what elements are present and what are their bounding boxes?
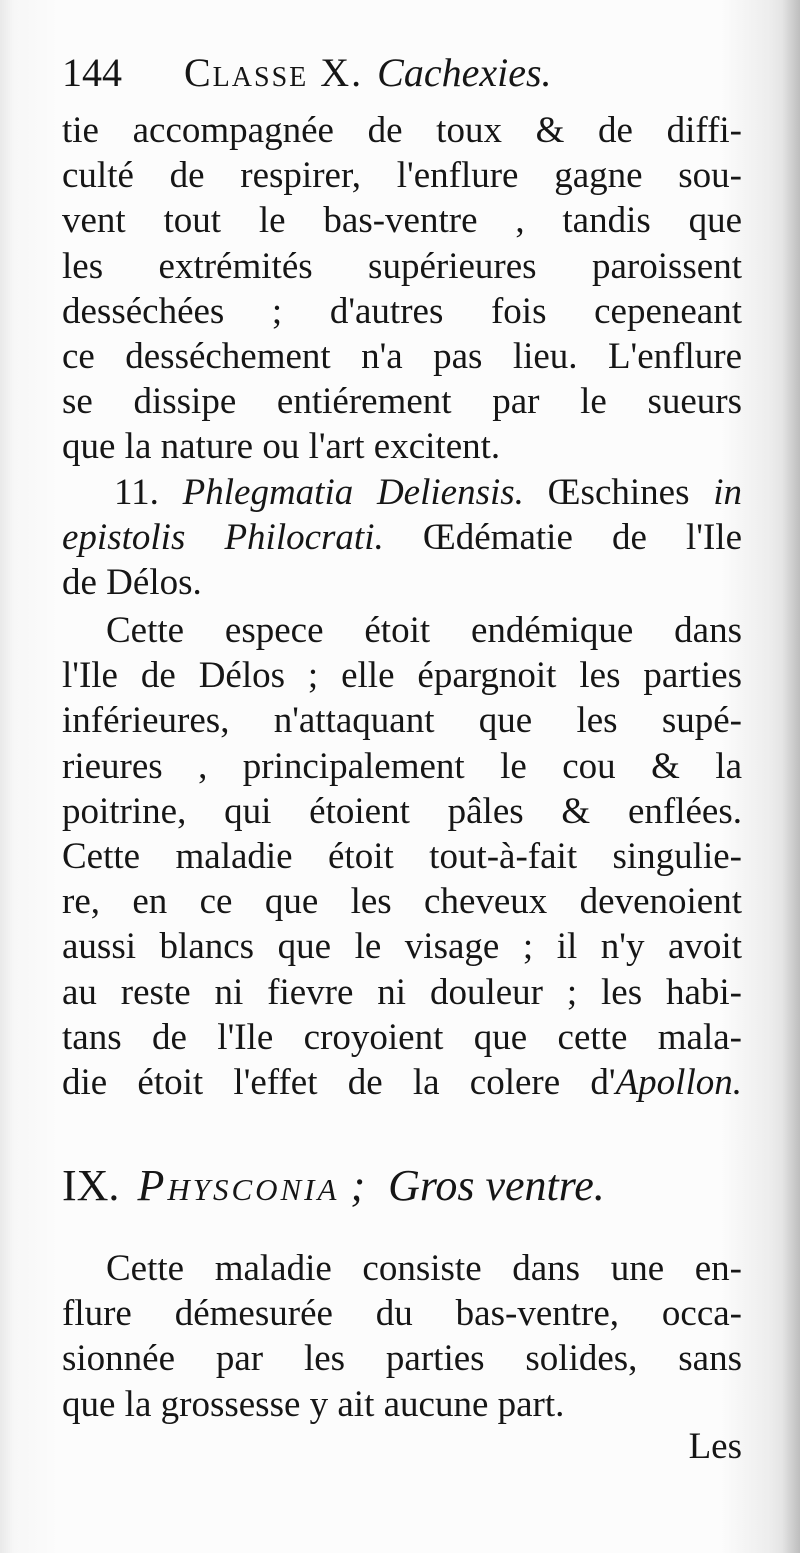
section-separator: ; <box>339 1161 377 1210</box>
running-head: Classe X. <box>184 50 364 95</box>
text-line <box>62 1060 742 1105</box>
text-line: poitrine, qui étoient pâles & enflées. <box>62 790 742 832</box>
text-line: sionnée par les parties solides, sans <box>62 1338 742 1380</box>
text-line: au reste ni fievre ni douleur ; les habi- <box>62 971 742 1013</box>
text-line: culté de respirer, l'enflure gagne sou- <box>62 155 742 197</box>
text-line: l'Ile de Délos ; elle épargnoit les parties <box>62 655 742 697</box>
species-latin-name: Phlegmatia Deliensis. <box>182 472 524 513</box>
page-number: 144 <box>62 50 122 95</box>
section-number: IX. <box>62 1161 120 1210</box>
species-author: Œschines <box>523 472 714 513</box>
page-gutter-shadow <box>782 0 800 1553</box>
text-line: Cette espece étoit endémique dans <box>106 610 742 651</box>
text-line: tans de l'Ile croyoient que cette mala- <box>62 1016 742 1058</box>
text-line: Cette maladie étoit tout-à-fait singulie- <box>62 835 742 877</box>
species-heading-line <box>62 515 742 560</box>
text-line: ce desséchement n'a pas lieu. L'enflure <box>62 335 742 377</box>
text-line: les extrémités supérieures paroissent <box>62 245 742 287</box>
species-number: 11. <box>114 472 159 513</box>
text-span: die étoit l'effet de la colere d' <box>62 1061 616 1103</box>
text-line: rieures , principalement le cou & la <box>62 745 742 787</box>
text-line: que la nature ou l'art excitent. <box>62 426 501 468</box>
species-heading <box>62 470 742 606</box>
text-line: que la grossesse y ait aucune part. <box>62 1383 565 1425</box>
text-line: aussi blancs que le visage ; il n'y avoit <box>62 926 742 968</box>
section-french-name: Gros ventre. <box>388 1161 605 1210</box>
text-line: flure démesurée du bas-ventre, occa- <box>62 1293 742 1335</box>
text-line: tie accompagnée de toux & de diffi- <box>62 110 742 151</box>
text-line: inférieures, n'attaquant que les supé- <box>62 700 742 742</box>
catchword: Les <box>688 1426 742 1467</box>
species-source-start: in <box>713 472 742 513</box>
running-head-subtitle: Cachexies. <box>377 50 552 95</box>
deity-name: Apollon. <box>615 1061 742 1103</box>
species-source: epistolis Philocrati. <box>62 517 384 559</box>
species-french-name: Œdématie de l'Ile <box>383 517 742 559</box>
text-line: Cette maladie consiste dans une en- <box>106 1248 742 1289</box>
section-latin-name: Physconia <box>137 1161 340 1210</box>
section-heading <box>62 1156 742 1216</box>
section-description <box>62 1246 742 1427</box>
text-line: re, en ce que les cheveux devenoient <box>62 881 742 923</box>
text-line: se dissipe entiérement par le sueurs <box>62 381 742 423</box>
text-line: desséchées ; d'autres fois cepeneant <box>62 290 742 332</box>
page-header <box>62 44 742 102</box>
species-heading-line <box>62 470 742 515</box>
continuation-paragraph <box>62 108 742 470</box>
species-heading-line: de Délos. <box>62 562 202 604</box>
species-description <box>62 608 742 1105</box>
text-line: vent tout le bas-ventre , tandis que <box>62 200 742 242</box>
